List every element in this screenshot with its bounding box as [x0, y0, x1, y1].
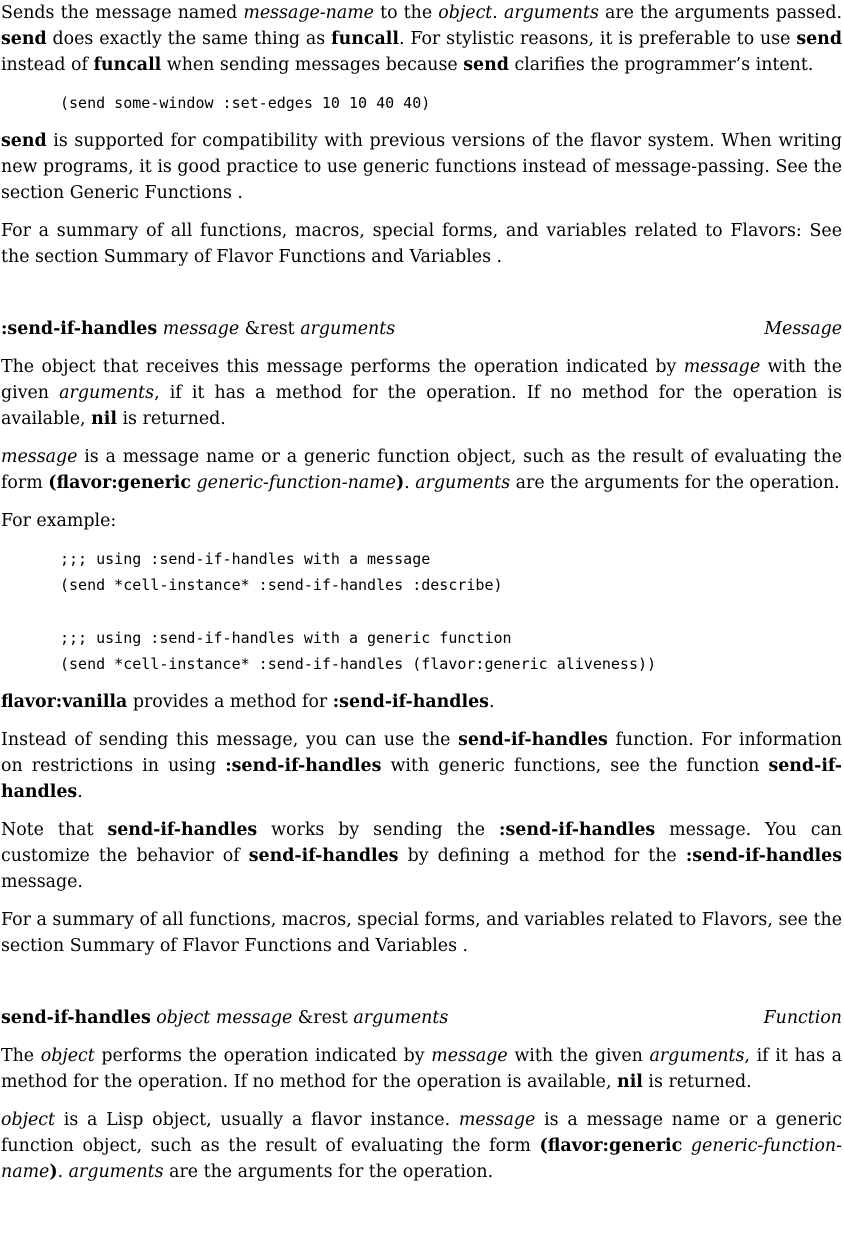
keyword-send-if-handles: send-if-handles — [107, 820, 258, 840]
arg-generic-function-name: generic-function-name — [196, 473, 396, 493]
entry-header-send-if-handles-function — [1, 1005, 842, 1031]
keyword-send: send — [463, 55, 509, 75]
arg-arguments: arguments — [503, 3, 599, 23]
text: is a message name or a generic function object, such as the result of evaluating the form — [1, 1110, 842, 1156]
entry-signature — [1, 1005, 448, 1031]
form-close-paren: ) — [49, 1162, 58, 1182]
text: are the arguments for the operation. — [510, 473, 840, 493]
keyword-send-if-handles-message: :send-if-handles — [332, 692, 489, 712]
text: with generic functions, see the function — [381, 756, 769, 776]
msg-description-paragraph — [1, 354, 842, 432]
keyword-send-if-handles: send-if-handles — [1, 756, 842, 802]
text: with the given — [1, 357, 842, 403]
code-line: ;;; using :send-if-handles with a generic function — [60, 629, 512, 647]
keyword-send-if-handles-message: :send-if-handles — [499, 820, 656, 840]
keyword-funcall: funcall — [93, 55, 162, 75]
send-summary-paragraph: For a summary of all functions, macros, special forms, and variables related to Flavors: See the section Summary of Flavor Functions and Variables . — [1, 221, 842, 267]
text: to the — [373, 3, 439, 23]
text: is supported for compatibility with previous versions of the flavor system. When writing new programs, it is good practice to use generic functions instead of message-passing. See the section Generic Functions . — [1, 131, 842, 203]
text: Sends the message named — [1, 3, 244, 23]
text: The — [1, 1046, 41, 1066]
text: , if it has a method for the operation. If no method for the operation is available, — [1, 1046, 842, 1092]
text: The object that receives this message performs the operation indicated by — [1, 357, 684, 377]
text: clarifies the programmer’s intent. — [508, 55, 814, 75]
text: . — [492, 3, 504, 23]
msg-args-paragraph — [1, 444, 842, 496]
text: performs the operation indicated by — [94, 1046, 432, 1066]
for-example-label: For example: — [1, 511, 117, 531]
keyword-funcall: funcall — [331, 29, 399, 49]
arg-message: message — [431, 1046, 508, 1066]
form-flavor-generic: (flavor:generic — [539, 1136, 683, 1156]
text: by defining a method for the — [398, 846, 686, 866]
text: Instead of sending this message, you can use the — [1, 730, 459, 750]
text: instead of — [1, 55, 94, 75]
text: . For stylistic reasons, it is preferable to use — [398, 29, 797, 49]
arg-message: message — [458, 1110, 536, 1130]
send-description-paragraph — [1, 0, 842, 78]
keyword-send-if-handles-message: :send-if-handles — [225, 756, 382, 776]
send-compat-paragraph — [1, 128, 842, 206]
arg-generic-function-name: generic-function-name — [1, 1136, 842, 1182]
fn-args-paragraph — [1, 1107, 842, 1185]
rest-keyword: &rest — [239, 319, 301, 339]
text: . — [77, 782, 83, 802]
text: . — [404, 473, 416, 493]
text: message. — [1, 872, 83, 892]
note-paragraph — [1, 817, 842, 895]
text: works by sending the — [257, 820, 500, 840]
arg-object: object — [156, 1008, 211, 1028]
entry-header-send-if-handles-message — [1, 316, 842, 342]
arg-message: message — [683, 357, 761, 377]
text: . — [488, 692, 495, 712]
text: . — [57, 1162, 69, 1182]
arg-arguments: arguments — [415, 473, 511, 493]
arg-arguments: arguments — [353, 1008, 449, 1028]
keyword-send-if-handles: send-if-handles — [458, 730, 608, 750]
keyword-send-if-handles: send-if-handles — [248, 846, 399, 866]
fn-description-paragraph — [1, 1043, 842, 1095]
entry-type: Function — [763, 1008, 842, 1028]
entry-name: :send-if-handles — [1, 319, 158, 339]
arg-object: object — [40, 1046, 95, 1066]
entry-name: send-if-handles — [1, 1008, 151, 1028]
keyword-send: send — [1, 29, 47, 49]
text: is returned. — [642, 1072, 752, 1092]
arg-arguments: arguments — [300, 319, 396, 339]
entry-signature — [1, 316, 395, 342]
msg-summary-paragraph: For a summary of all functions, macros, special forms, and variables related to Flavors, see the section Summary of Flavor Functions and Variables . — [1, 910, 842, 956]
text: is a message name or a generic function object, such as the result of evaluating the form — [1, 447, 842, 493]
arg-message-name: message-name — [243, 3, 374, 23]
arg-message: message — [1, 447, 78, 467]
instead-paragraph — [1, 727, 842, 805]
entry-type: Message — [764, 319, 842, 339]
text: does exactly the same thing as — [46, 29, 332, 49]
keyword-send: send — [1, 131, 47, 151]
text: are the arguments passed. — [598, 3, 843, 23]
code-line: (send *cell-instance* :send-if-handles :describe) — [60, 576, 503, 594]
keyword-flavor-vanilla: flavor:vanilla — [1, 692, 128, 712]
arg-arguments: arguments — [59, 383, 155, 403]
keyword-send: send — [796, 29, 842, 49]
text: Note that — [1, 820, 108, 840]
arg-arguments: arguments — [649, 1046, 745, 1066]
arg-object: object — [438, 3, 493, 23]
text: when sending messages because — [161, 55, 464, 75]
text: is a Lisp object, usually a flavor instance. — [55, 1110, 459, 1130]
code-example-send: (send some-window :set-edges 10 10 40 40) — [60, 94, 431, 112]
code-line: ;;; using :send-if-handles with a message — [60, 550, 431, 568]
code-example-send-if-handles — [1, 546, 842, 677]
text: with the given — [507, 1046, 650, 1066]
arg-message: message — [215, 1008, 293, 1028]
keyword-nil: nil — [91, 409, 117, 429]
rest-keyword: &rest — [292, 1008, 354, 1028]
arg-object: object — [1, 1110, 56, 1130]
text: function. For information on restrictions in using — [1, 730, 842, 776]
keyword-nil: nil — [617, 1072, 643, 1092]
text: message. You can customize the behavior of — [1, 820, 843, 866]
text: , if it has a method for the operation. If no method for the operation is available, — [1, 383, 842, 429]
text: is returned. — [116, 409, 226, 429]
form-close-paren: ) — [395, 473, 405, 493]
document-page — [1, 0, 842, 1185]
keyword-send-if-handles-message: :send-if-handles — [685, 846, 842, 866]
form-flavor-generic: (flavor:generic — [48, 473, 191, 493]
arg-message: message — [162, 319, 240, 339]
arg-arguments: arguments — [68, 1162, 164, 1182]
text: provides a method for — [127, 692, 333, 712]
vanilla-paragraph — [1, 689, 842, 715]
text: are the arguments for the operation. — [163, 1162, 494, 1182]
code-line: (send *cell-instance* :send-if-handles (flavor:generic aliveness)) — [60, 655, 657, 673]
